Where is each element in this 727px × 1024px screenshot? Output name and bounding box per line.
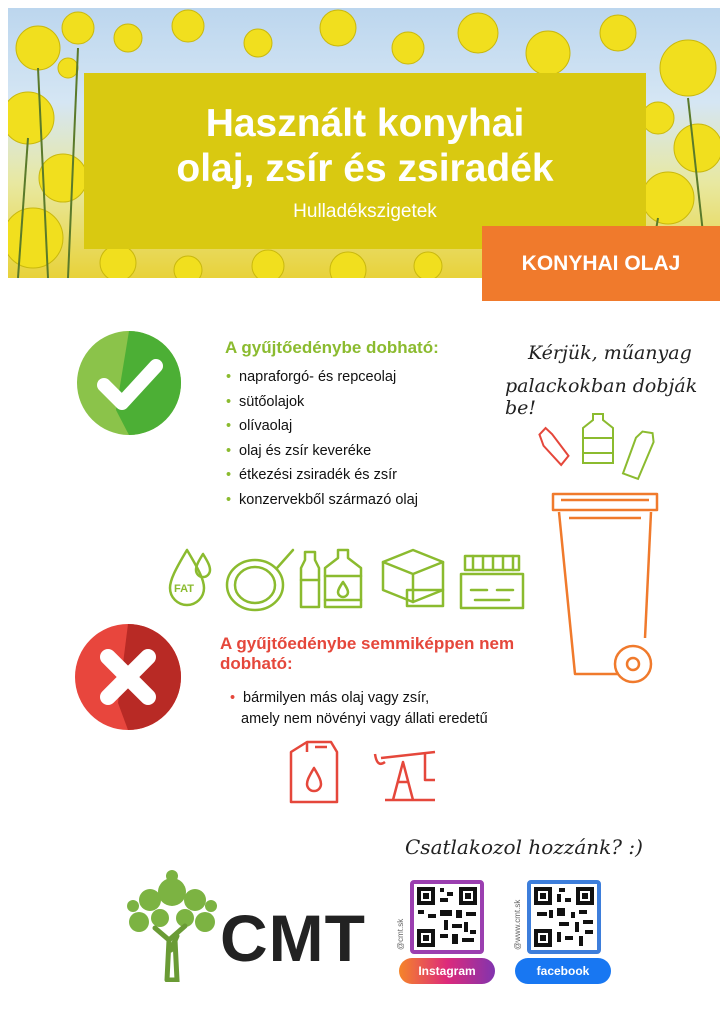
allowed-heading: A gyűjtőedénybe dobható: xyxy=(225,338,439,357)
forbidden-list xyxy=(230,686,429,711)
check-badge-icon xyxy=(76,330,182,436)
join-us-text: Csatlakozol hozzánk? :) xyxy=(405,835,643,859)
tree-logo-icon xyxy=(125,870,220,982)
forbidden-heading: A gyűjtőedénybe semmiképpen nem dobható: xyxy=(220,634,515,673)
instagram-qr-code[interactable] xyxy=(410,880,484,954)
oil-pump-icon xyxy=(375,752,435,800)
note-line-1: Kérjük, műanyag xyxy=(528,342,692,364)
jerrycan-icon xyxy=(291,742,337,802)
list-item: • konzervekből származó olaj xyxy=(226,488,418,513)
list-item: • olaj és zsír keveréke xyxy=(226,439,418,464)
forbidden-item-continuation: amely nem növényi vagy állati eredetű xyxy=(241,711,488,727)
instagram-handle: @cmt.sk xyxy=(396,918,405,950)
collection-bin-icon xyxy=(545,488,665,688)
category-tag: KONYHAI OLAJ xyxy=(482,226,720,301)
list-item: • bármilyen más olaj vagy zsír, xyxy=(230,686,429,711)
frying-pan-icon xyxy=(227,550,293,610)
list-item: • olívaolaj xyxy=(226,414,418,439)
svg-text:FAT: FAT xyxy=(174,583,194,595)
note-line-2: palackokban dobják be! xyxy=(505,375,698,419)
facebook-qr-code[interactable] xyxy=(527,880,601,954)
cross-badge-icon xyxy=(74,623,182,731)
instagram-button[interactable]: Instagram xyxy=(399,958,495,984)
allowed-list xyxy=(226,365,418,512)
title-line-1: Használt konyhai xyxy=(205,102,525,145)
list-item: • étkezési zsiradék és zsír xyxy=(226,463,418,488)
title-line-2: olaj, zsír és zsiradék xyxy=(176,147,554,190)
title-box xyxy=(84,73,646,249)
cmt-logo-text: CMT xyxy=(220,901,366,975)
butter-block-icon xyxy=(383,550,443,606)
list-item: • sütőolajok xyxy=(226,390,418,415)
forbidden-icons-row xyxy=(285,738,445,808)
oil-bottles-icon xyxy=(301,550,361,607)
deep-fryer-icon xyxy=(461,556,523,608)
page-subtitle: Hulladékszigetek xyxy=(293,201,437,222)
plastic-bottles-icon xyxy=(535,408,665,498)
facebook-button[interactable]: facebook xyxy=(515,958,611,984)
website-link: @www.cmt.sk xyxy=(513,899,522,950)
allowed-icons-row xyxy=(165,540,525,615)
page-title xyxy=(84,101,646,191)
fat-drop-icon xyxy=(170,550,210,605)
list-item: • napraforgó- és repceolaj xyxy=(226,365,418,390)
